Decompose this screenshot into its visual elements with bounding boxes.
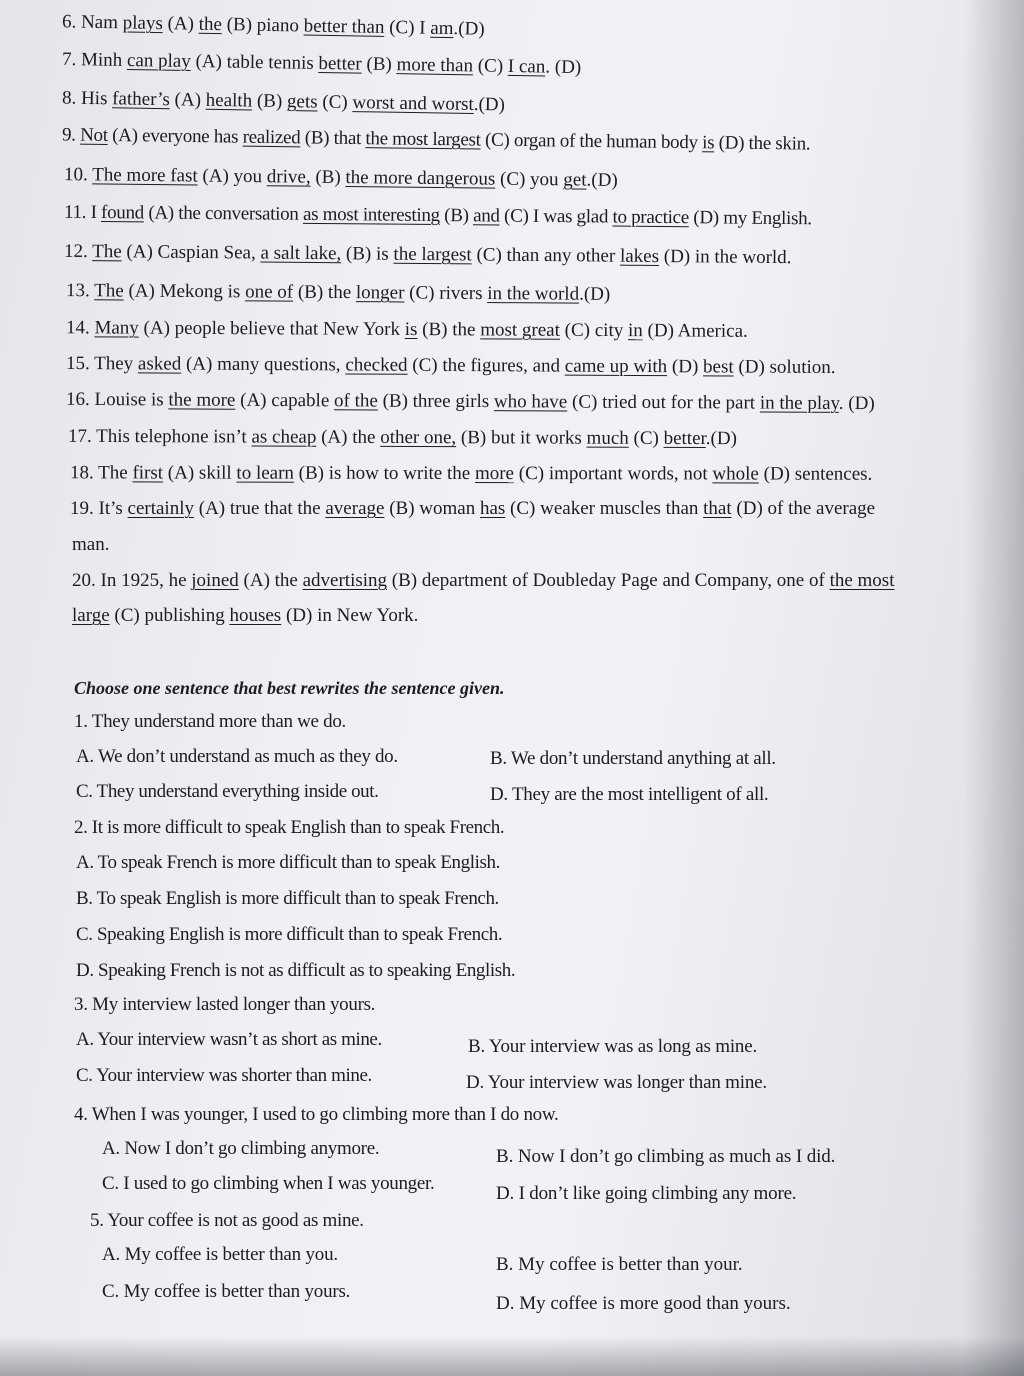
- underlined-segment: the: [198, 13, 223, 36]
- text-segment: .(D): [586, 169, 618, 191]
- underlined-segment: has: [479, 498, 506, 519]
- underlined-segment: asked: [137, 353, 182, 375]
- text-segment: (C): [472, 55, 509, 77]
- text-segment: (B): [252, 90, 288, 113]
- underlined-segment: who have: [493, 391, 568, 413]
- question-13: [66, 279, 610, 307]
- underlined-segment: and: [473, 205, 500, 227]
- text-segment: (B): [361, 53, 397, 76]
- text-segment: (D) solution.: [733, 356, 836, 379]
- underlined-segment: is: [404, 318, 418, 341]
- text-segment: (C): [317, 91, 353, 114]
- underlined-segment: more: [474, 463, 515, 485]
- text-segment: .(D): [453, 18, 485, 40]
- text-segment: (A) people believe that New York: [138, 317, 405, 340]
- underlined-segment: better: [318, 52, 362, 75]
- underlined-segment: to practice: [612, 206, 689, 229]
- underlined-segment: that: [703, 498, 732, 519]
- text-segment: (B) the: [417, 319, 481, 341]
- underlined-segment: as most interesting: [302, 203, 440, 227]
- text-segment: 6. Nam: [61, 11, 123, 34]
- text-segment: 10.: [63, 164, 93, 186]
- rewrite-q2-option-a: A. To speak French is more difficult than to speak English.: [76, 852, 500, 873]
- text-segment: (A) capable: [235, 389, 335, 412]
- underlined-segment: The: [92, 241, 122, 263]
- text-segment: 14.: [65, 317, 95, 339]
- rewrite-q5-option-a: A. My coffee is better than you.: [102, 1244, 338, 1265]
- underlined-segment: the more dangerous: [345, 167, 496, 190]
- underlined-segment: the largest: [393, 243, 472, 266]
- text-segment: (B) is: [341, 243, 394, 265]
- rewrite-q2-option-c: C. Speaking English is more difficult than to speak French.: [76, 924, 503, 945]
- text-segment: man.: [72, 534, 110, 555]
- text-segment: 20. In 1925, he: [72, 570, 192, 591]
- underlined-segment: large: [72, 605, 110, 626]
- text-segment: (B) the: [293, 281, 356, 304]
- question-10: [64, 163, 618, 193]
- text-segment: (D) America.: [642, 320, 748, 342]
- underlined-segment: better than: [303, 15, 385, 38]
- rewrite-q3-option-d: D. Your interview was longer than mine.: [466, 1072, 767, 1093]
- text-segment: (C) tried out for the part: [567, 391, 760, 414]
- rewrite-q1-option-d: D. They are the most intelligent of all.: [490, 784, 769, 805]
- rewrite-q3-option-b: B. Your interview was as long as mine.: [468, 1036, 757, 1057]
- text-segment: 7. Minh: [61, 48, 128, 71]
- text-segment: .(D): [705, 428, 737, 450]
- question-12: [64, 240, 792, 270]
- text-segment: (A) the: [238, 570, 303, 591]
- question-14: [66, 316, 748, 344]
- rewrite-q1-option-b: B. We don’t understand anything at all.: [490, 748, 776, 769]
- question-19-continued: [72, 533, 109, 557]
- question-7: [62, 48, 582, 80]
- question-15: [66, 352, 836, 380]
- question-8: [62, 87, 505, 118]
- rewrite-q5-option-b: B. My coffee is better than your.: [496, 1254, 743, 1275]
- question-11: [64, 201, 812, 232]
- text-segment: 16. Louise is: [65, 388, 169, 411]
- underlined-segment: one of: [245, 281, 294, 303]
- question-17: [68, 425, 737, 451]
- rewrite-q3-option-c: C. Your interview was shorter than mine.: [76, 1065, 372, 1086]
- rewrite-q2-option-d: D. Speaking French is not as difficult as to speaking English.: [76, 960, 516, 981]
- rewrite-q1-option-a: A. We don’t understand as much as they do.: [76, 746, 398, 767]
- text-segment: . (D): [838, 392, 875, 415]
- text-segment: (A) Mekong is: [123, 280, 246, 303]
- text-segment: (D) my English.: [688, 207, 812, 230]
- text-segment: (A) skill: [163, 462, 237, 484]
- underlined-segment: in: [627, 320, 643, 342]
- text-segment: (B) woman: [384, 498, 480, 519]
- page-bottom-shadow: [0, 1336, 1024, 1376]
- underlined-segment: best: [703, 356, 734, 378]
- underlined-segment: The more fast: [92, 164, 198, 187]
- underlined-segment: other one,: [380, 426, 457, 449]
- text-segment: (D) in the world.: [658, 246, 792, 269]
- rewrite-q4-option-c: C. I used to go climbing when I was younger.: [102, 1173, 435, 1194]
- underlined-segment: better: [663, 427, 706, 450]
- text-segment: (B) piano: [221, 14, 304, 37]
- text-segment: (A) table tennis: [190, 50, 319, 74]
- text-segment: (B) but it works: [456, 427, 587, 449]
- underlined-segment: advertising: [302, 570, 388, 591]
- underlined-segment: can play: [126, 49, 191, 72]
- underlined-segment: to learn: [236, 462, 294, 484]
- text-segment: 15. They: [65, 352, 139, 375]
- text-segment: (A): [162, 13, 199, 35]
- text-segment: (D): [667, 356, 704, 378]
- text-segment: (C) I: [384, 16, 431, 39]
- text-segment: (B): [439, 205, 474, 227]
- text-segment: (B) department of Doubleday Page and Company, one of: [387, 570, 830, 591]
- rewrite-q5-option-d: D. My coffee is more good than yours.: [496, 1293, 791, 1314]
- question-6: [62, 10, 485, 41]
- underlined-segment: lakes: [619, 245, 660, 268]
- text-segment: 18. The: [69, 462, 133, 484]
- rewrite-q1-option-c: C. They understand everything inside out.: [76, 781, 379, 802]
- text-segment: (C) rivers: [404, 282, 488, 305]
- text-segment: (C) weaker muscles than: [505, 498, 704, 519]
- underlined-segment: more than: [396, 54, 474, 77]
- underlined-segment: a salt lake,: [260, 242, 342, 265]
- text-segment: (C): [628, 427, 664, 449]
- underlined-segment: certainly: [127, 498, 194, 519]
- rewrite-q5-stem: 5. Your coffee is not as good as mine.: [90, 1210, 364, 1231]
- underlined-segment: am: [430, 17, 454, 40]
- text-segment: (A) the conversation: [143, 202, 304, 225]
- underlined-segment: realized: [242, 126, 301, 149]
- underlined-segment: I can: [507, 55, 546, 78]
- question-9: [62, 123, 811, 156]
- text-segment: (C) the figures, and: [407, 354, 565, 377]
- question-20: [72, 569, 894, 593]
- text-segment: 9.: [61, 124, 81, 146]
- text-segment: .(D): [579, 283, 611, 305]
- rewrite-q4-stem: 4. When I was younger, I used to go climbing more than I do now.: [74, 1104, 559, 1125]
- rewrite-q4-option-b: B. Now I don’t go climbing as much as I did.: [496, 1146, 836, 1167]
- text-segment: 12.: [63, 240, 93, 263]
- underlined-segment: The: [94, 280, 124, 302]
- underlined-segment: drive,: [266, 166, 311, 188]
- text-segment: (B) that: [300, 127, 366, 150]
- text-segment: (D) of the average: [731, 498, 876, 519]
- text-segment: (D) in New York.: [281, 605, 419, 626]
- underlined-segment: average: [325, 498, 385, 519]
- underlined-segment: whole: [712, 463, 759, 485]
- section-heading: Choose one sentence that best rewrites the sentence given.: [74, 678, 505, 698]
- text-segment: 17. This telephone isn’t: [67, 425, 252, 448]
- rewrite-q2-stem: 2. It is more difficult to speak English than to speak French.: [74, 817, 505, 838]
- question-18: [70, 461, 872, 486]
- text-segment: (C) you: [495, 168, 564, 191]
- text-segment: (C) important words, not: [513, 463, 713, 485]
- rewrite-q3-option-a: A. Your interview wasn’t as short as mine.: [76, 1029, 382, 1050]
- text-segment: (D) the skin.: [714, 132, 811, 155]
- page-shadow: [964, 0, 1024, 1376]
- text-segment: 11. I: [63, 201, 102, 224]
- text-segment: . (D): [545, 56, 582, 79]
- rewrite-q4-option-d: D. I don’t like going climbing any more.: [496, 1183, 797, 1204]
- text-segment: (B) three girls: [377, 390, 494, 413]
- underlined-segment: of the: [333, 390, 378, 412]
- text-segment: (C) I was glad: [499, 205, 613, 228]
- underlined-segment: worst and worst: [352, 92, 474, 115]
- rewrite-q4-option-a: A. Now I don’t go climbing anymore.: [102, 1138, 380, 1159]
- underlined-segment: found: [101, 202, 145, 224]
- rewrite-q2-option-b: B. To speak English is more difficult than to speak French.: [76, 888, 499, 909]
- text-segment: 19. It’s: [70, 498, 128, 519]
- underlined-segment: in the play: [759, 392, 839, 414]
- text-segment: (B): [310, 166, 346, 189]
- underlined-segment: as cheap: [251, 426, 317, 448]
- underlined-segment: health: [205, 89, 253, 112]
- text-segment: (C) than any other: [471, 244, 621, 267]
- text-segment: (A) the: [316, 426, 381, 448]
- text-segment: 8. His: [61, 87, 113, 110]
- underlined-segment: the more: [168, 389, 236, 411]
- text-segment: (A) everyone has: [107, 124, 243, 148]
- underlined-segment: is: [702, 132, 715, 154]
- underlined-segment: first: [132, 462, 164, 484]
- text-segment: .(D): [473, 93, 506, 116]
- question-20-continued: [72, 604, 418, 628]
- text-segment: (C) organ of the human body: [480, 129, 703, 154]
- rewrite-q5-option-c: C. My coffee is better than yours.: [102, 1281, 351, 1302]
- underlined-segment: gets: [286, 91, 318, 113]
- underlined-segment: longer: [355, 282, 405, 304]
- underlined-segment: father’s: [112, 88, 171, 111]
- text-segment: (A) many questions,: [181, 353, 346, 376]
- text-segment: (A): [169, 89, 206, 111]
- underlined-segment: came up with: [564, 355, 668, 378]
- text-segment: 13.: [65, 280, 95, 302]
- text-segment: (A) Caspian Sea,: [121, 241, 261, 264]
- text-segment: (B) is how to write the: [293, 462, 475, 485]
- rewrite-q3-stem: 3. My interview lasted longer than yours.: [74, 994, 376, 1015]
- text-segment: (A) you: [197, 165, 267, 188]
- underlined-segment: the most largest: [365, 128, 481, 151]
- underlined-segment: checked: [345, 354, 408, 376]
- text-segment: (D) sentences.: [758, 463, 873, 485]
- underlined-segment: most great: [480, 319, 560, 341]
- underlined-segment: Not: [80, 124, 108, 146]
- text-segment: (C) city: [559, 319, 629, 342]
- rewrite-q1-stem: 1. They understand more than we do.: [74, 711, 346, 732]
- text-segment: (A) true that the: [194, 498, 326, 519]
- underlined-segment: much: [586, 427, 629, 449]
- underlined-segment: get: [563, 169, 587, 191]
- underlined-segment: Many: [94, 317, 139, 339]
- question-19: [70, 497, 875, 521]
- question-16: [66, 388, 875, 416]
- underlined-segment: joined: [191, 570, 239, 591]
- text-segment: (C) publishing: [109, 605, 230, 626]
- underlined-segment: the most: [829, 570, 895, 591]
- underlined-segment: plays: [122, 12, 164, 35]
- underlined-segment: houses: [229, 605, 282, 626]
- underlined-segment: in the world: [487, 283, 580, 305]
